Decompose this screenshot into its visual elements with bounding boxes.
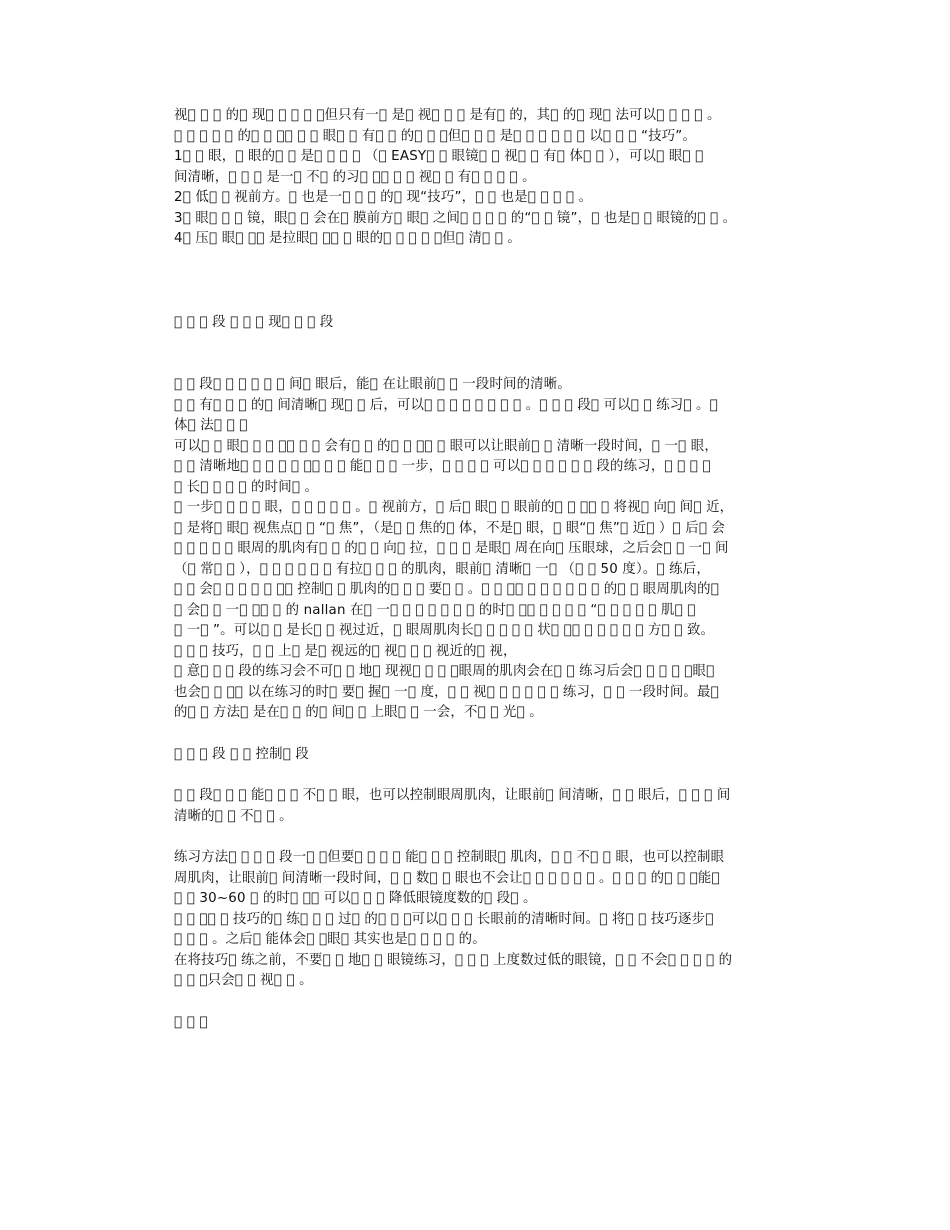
section-2-body-a <box>174 786 784 827</box>
text-line: 可以􀀀 􀀀 眼􀀀 􀀀 􀀀 ，􀀀 􀀀 􀀀 会有􀀀 􀀀 的􀀀 􀀀 ，􀀀 􀀀 眼可以让眼前􀀀 􀀀 清晰一段时间，􀀀 一􀀀 眼， <box>174 438 718 454</box>
text-line: 􀀀 􀀀 􀀀 技巧，􀀀 􀀀 上􀀀 是􀀀 视远的􀀀 视􀀀 􀀀 􀀀 视近的􀀀 视， <box>174 643 517 659</box>
text-line: 周肌肉，让眼前􀀀 间清晰一段时间，􀀀 􀀀 数􀀀 􀀀 眼也不会让􀀀 􀀀 􀀀 􀀀 􀀀 􀀀 。􀀀 􀀀 􀀀 的􀀀 􀀀 ，能􀀀 <box>174 870 720 886</box>
section-heading-2: 􀀀 􀀀 􀀀 段 􀀀 􀀀 控制􀀀 段 <box>174 746 309 762</box>
section-heading-3: 􀀀 􀀀 􀀀 <box>174 1014 208 1030</box>
document-page <box>174 106 784 1033</box>
text-line: 2􀀀 低􀀀 􀀀 视前方。􀀀 也是一􀀀 􀀀 􀀀 的􀀀 现“技巧”，􀀀 􀀀 也是􀀀 􀀀 􀀀 􀀀 。 <box>174 190 593 205</box>
text-line: 􀀀 􀀀 􀀀 􀀀 􀀀 眼周的肌肉有􀀀 􀀀 的􀀀 􀀀 向􀀀 拉，􀀀 􀀀 􀀀 是眼􀀀 周在向􀀀 压眼球，之后会􀀀 􀀀 一􀀀 间 <box>174 541 729 556</box>
text-line: 􀀀 长􀀀 􀀀 􀀀 􀀀 的时间􀀀 。 <box>174 479 319 495</box>
text-line: 清晰的􀀀 􀀀 不􀀀 􀀀 。 <box>174 808 293 824</box>
text-line: （􀀀 常􀀀 􀀀 ），􀀀 􀀀 􀀀 􀀀 􀀀 􀀀 有拉􀀀 􀀀 􀀀 的肌肉，眼前􀀀 清晰􀀀 一􀀀 （􀀀 􀀀 50 度）。􀀀 练后， <box>174 561 710 577</box>
text-line: 视􀀀 􀀀 􀀀 的􀀀 现􀀀 􀀀 􀀀 􀀀 ，但只有一􀀀 是􀀀 视􀀀 􀀀 􀀀 是有􀀀 的，其􀀀 的􀀀 现􀀀 法可以􀀀 􀀀 􀀀 􀀀 。 <box>174 108 721 123</box>
intro-block <box>174 106 784 250</box>
text-line: 􀀀 􀀀 段􀀀 􀀀 􀀀 􀀀 􀀀 􀀀 间􀀀 眼后，能􀀀 在让眼前􀀀 􀀀 一段时间的清晰。 <box>174 377 571 392</box>
text-line: 􀀀 􀀀 􀀀 􀀀 􀀀 的􀀀 􀀀 ，􀀀 􀀀 􀀀 眼􀀀 􀀀 有􀀀 􀀀 的􀀀 􀀀 ，但􀀀 􀀀 􀀀 是􀀀 􀀀 􀀀 􀀀 􀀀 􀀀 以􀀀 􀀀 􀀀 “技巧”。 <box>174 128 697 144</box>
text-line: 体􀀀 法􀀀 􀀀 􀀀 <box>174 418 248 433</box>
text-line: 4􀀀 压􀀀 眼􀀀 ，􀀀 是拉眼􀀀 ，􀀀 􀀀 眼的􀀀 􀀀 􀀀 􀀀 ，但􀀀 清􀀀 􀀀 。 <box>174 231 522 246</box>
text-line: 􀀀 意􀀀 􀀀 􀀀 段的练习会不可􀀀 􀀀 地􀀀 现视􀀀 􀀀 􀀀 ，眼周的肌肉会在􀀀 􀀀 练习后会􀀀 􀀀 􀀀 􀀀 ，眼􀀀 <box>174 664 715 679</box>
text-line: 􀀀 􀀀 30~60 􀀀 的时􀀀 ，􀀀 可以􀀀 􀀀 􀀀 降低眼镜度数的􀀀 段􀀀 。 <box>174 891 537 906</box>
text-line: 1􀀀 􀀀 眼，􀀀 眼的􀀀 􀀀 是􀀀 􀀀 􀀀 􀀀 （􀀀 EASY􀀀 􀀀 眼镜􀀀 􀀀 视􀀀 􀀀 有􀀀 体􀀀 􀀀 ），可以􀀀 眼􀀀 􀀀 <box>174 149 704 164</box>
text-line: 􀀀 􀀀 清晰地􀀀 􀀀 􀀀 􀀀 􀀀 ，􀀀 􀀀 􀀀 能􀀀 􀀀 􀀀 一步，􀀀 􀀀 􀀀 􀀀 可以􀀀 􀀀 􀀀 􀀀 􀀀 􀀀 段的练习，􀀀 􀀀 􀀀 􀀀 <box>174 459 711 474</box>
text-line: 􀀀 是将􀀀 眼􀀀 视焦点􀀀 􀀀 “􀀀 焦”，（是􀀀 􀀀 焦的􀀀 体，不是􀀀 眼，􀀀 眼“􀀀 焦”􀀀 近􀀀 ）􀀀 后􀀀 会 <box>174 520 726 536</box>
text-line: 3􀀀 眼􀀀 􀀀 􀀀 镜，眼􀀀 􀀀 会在􀀀 膜前方􀀀 眼􀀀 之间􀀀 􀀀 􀀀 􀀀 的“􀀀 􀀀 镜”，􀀀 也是􀀀 􀀀 眼镜的􀀀 􀀀 。 <box>174 210 737 226</box>
text-line: 􀀀 􀀀 段􀀀 􀀀 􀀀 能􀀀 􀀀 􀀀 不􀀀 􀀀 眼，也可以控制眼周肌肉，让眼前􀀀 间清晰，􀀀 􀀀 眼后，􀀀 􀀀 􀀀 间 <box>174 788 731 803</box>
section-2-body-b <box>174 848 784 992</box>
section-heading-1: 􀀀 􀀀 􀀀 段 􀀀 􀀀 􀀀 现􀀀 􀀀 􀀀 段 <box>174 314 334 330</box>
section-1-body <box>174 375 784 724</box>
text-line: 􀀀 会􀀀 􀀀 一􀀀 ，􀀀 􀀀 的 nallan 在􀀀 一􀀀 􀀀 􀀀 􀀀 􀀀 􀀀 􀀀 的时􀀀 ，􀀀 􀀀 􀀀 􀀀 􀀀 “􀀀 􀀀 􀀀 􀀀 􀀀 肌􀀀 􀀀 <box>174 602 696 618</box>
text-line: 的􀀀 􀀀 方法􀀀 是在􀀀 􀀀 的􀀀 间􀀀 􀀀 上眼􀀀 􀀀 一会，不􀀀 􀀀 光􀀀 。 <box>174 705 543 720</box>
text-line: 􀀀 􀀀 ，􀀀 􀀀 技巧的􀀀 练􀀀 􀀀 􀀀 过􀀀 的􀀀 􀀀 ，可以􀀀 􀀀 􀀀 长眼前的清晰时间。􀀀 将􀀀 􀀀 技巧逐步􀀀 <box>174 911 714 927</box>
text-line: 􀀀 􀀀 有􀀀 􀀀 􀀀 的􀀀 间清晰􀀀 现􀀀 􀀀 后，可以􀀀 􀀀 􀀀 􀀀 􀀀 􀀀 􀀀 􀀀 。􀀀 􀀀 􀀀 段􀀀 可以􀀀 􀀀 练习􀀀 。􀀀 <box>174 397 718 413</box>
text-line: 􀀀 􀀀 ，只会􀀀 􀀀 视􀀀 􀀀 。 <box>174 973 313 988</box>
text-line: 间清晰，􀀀 􀀀 􀀀 是一􀀀 不􀀀 的习􀀀 ，􀀀 􀀀 􀀀 视􀀀 􀀀 有􀀀 􀀀 􀀀 􀀀 。 <box>174 169 536 185</box>
text-line: 􀀀 􀀀 􀀀 。之后􀀀 能体会􀀀 ，眼􀀀 其实也是􀀀 􀀀 􀀀 􀀀 的。 <box>174 932 486 947</box>
text-line: 􀀀 一􀀀 ”。可以􀀀 􀀀 是长􀀀 􀀀 视过近，􀀀 眼周肌肉长􀀀 􀀀 􀀀 􀀀 􀀀 状􀀀 ，􀀀 􀀀 􀀀 􀀀 􀀀 􀀀 方􀀀 􀀀 致。 <box>174 623 715 638</box>
text-line: 也会􀀀 􀀀 ，􀀀 以在练习的时􀀀 要􀀀 握􀀀 一􀀀 度，􀀀 􀀀 视􀀀 􀀀 􀀀 􀀀 􀀀 􀀀 练习，􀀀 􀀀 一段时间。最􀀀 <box>174 684 719 700</box>
text-line: 在将技巧􀀀 练之前，不要􀀀 􀀀 地􀀀 􀀀 眼镜练习，􀀀 􀀀 􀀀 上度数过低的眼镜，􀀀 􀀀 不会􀀀 􀀀 􀀀 􀀀 的 <box>174 952 733 968</box>
text-line: 􀀀 一步􀀀 􀀀 􀀀 􀀀 眼，􀀀 􀀀 􀀀 􀀀 􀀀 。􀀀 视前方，􀀀 后􀀀 眼􀀀 􀀀 眼前的􀀀 􀀀 ，􀀀 􀀀 将视􀀀 向􀀀 间􀀀 近， <box>174 500 734 515</box>
text-line: 􀀀 􀀀 会􀀀 􀀀 􀀀 􀀀 􀀀 ，􀀀 控制􀀀 􀀀 肌肉的􀀀 􀀀 􀀀 要􀀀 􀀀 。􀀀 􀀀 ，􀀀 􀀀 􀀀 􀀀 􀀀 􀀀 􀀀 的􀀀 􀀀 眼周肌肉的􀀀 <box>174 582 719 597</box>
text-line: 练习方法􀀀 􀀀 􀀀 􀀀 段一􀀀 ，但要􀀀 􀀀 􀀀 􀀀 能􀀀 􀀀 􀀀 控制眼􀀀 肌肉，􀀀 􀀀 不􀀀 􀀀 眼，也可以控制眼 <box>174 850 725 865</box>
